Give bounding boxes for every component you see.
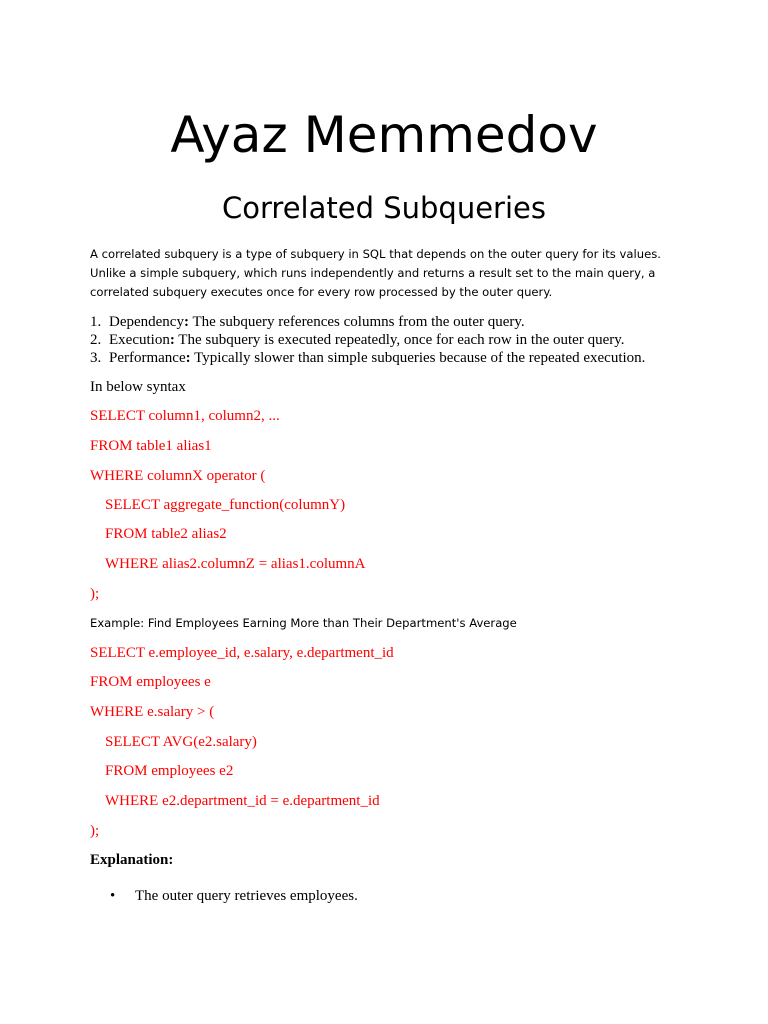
list-item	[90, 313, 710, 331]
feature-term: Execution	[109, 332, 170, 348]
bullet-text: The outer query retrieves employees.	[135, 888, 358, 904]
feature-text: The subquery references columns from the outer query.	[188, 314, 525, 330]
feature-colon: :	[185, 350, 191, 366]
syntax-code-line: SELECT aggregate_function(columnY)	[105, 497, 346, 513]
features-list	[90, 313, 710, 367]
example-code-line: SELECT e.employee_id, e.salary, e.department_id	[90, 645, 394, 661]
example-code-line: FROM employees e2	[105, 763, 234, 779]
example-code-line: SELECT AVG(e2.salary)	[105, 734, 257, 750]
document-title: Ayaz Memmedov	[170, 106, 598, 164]
document-subtitle: Correlated Subqueries	[222, 191, 546, 225]
bullet-list-item	[110, 886, 358, 906]
bullet-icon: •	[110, 888, 116, 904]
feature-text: Typically slower than simple subqueries because of the repeated execution.	[190, 350, 646, 366]
syntax-code-line: WHERE alias2.columnZ = alias1.columnA	[105, 556, 366, 572]
example-code-line: );	[90, 823, 100, 839]
syntax-code-line: WHERE columnX operator (	[90, 468, 266, 484]
feature-colon: :	[169, 332, 175, 348]
syntax-code-line: );	[90, 586, 100, 602]
list-item	[90, 349, 710, 367]
explanation-heading: Explanation:	[90, 852, 174, 868]
list-number: 3.	[90, 350, 102, 366]
intro-paragraph: A correlated subquery is a type of subquery in SQL that depends on the outer query for its values. Unlike a simple subquery, which runs independently and returns a result set to the main query, a correlated subquery executes once for every row processed by the outer query.	[90, 247, 661, 299]
syntax-code-line: FROM table2 alias2	[105, 526, 227, 542]
list-item	[90, 331, 710, 349]
feature-term: Dependency	[109, 314, 184, 330]
syntax-intro: In below syntax	[90, 379, 186, 395]
feature-colon: :	[183, 314, 189, 330]
example-code-line: WHERE e2.department_id = e.department_id	[105, 793, 380, 809]
syntax-code-line: FROM table1 alias1	[90, 438, 212, 454]
feature-term: Performance	[109, 350, 186, 366]
list-number: 1.	[90, 314, 102, 330]
example-code-line: WHERE e.salary > (	[90, 704, 215, 720]
syntax-code-line: SELECT column1, column2, ...	[90, 408, 280, 424]
list-number: 2.	[90, 332, 102, 348]
example-label: Example: Find Employees Earning More than Their Department's Average	[90, 616, 517, 630]
feature-text: The subquery is executed repeatedly, once for each row in the outer query.	[174, 332, 625, 348]
example-code-line: FROM employees e	[90, 674, 211, 690]
